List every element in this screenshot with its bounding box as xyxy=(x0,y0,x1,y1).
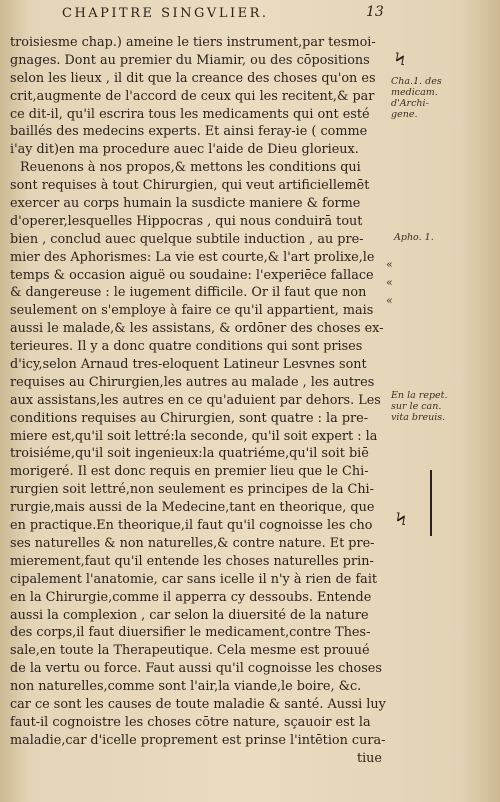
text-line: sont requises à tout Chirurgien, qui veut artificiellemēt xyxy=(10,178,370,194)
text-line: rurgie,mais aussi de la Medecine,tant en theorique, que xyxy=(10,500,375,516)
text-line: temps & occasion aiguë ou soudaine: l'experiēce fallace xyxy=(10,267,374,283)
margin-note-repetition: En la repet. sur le can. vita breuis. xyxy=(391,390,448,423)
text-line: en practique.En theorique,il faut qu'il cognoisse les cho xyxy=(10,518,373,534)
text-line: maladie,car d'icelle proprement est prinse l'intētion cura- xyxy=(10,732,386,748)
text-line: ses naturelles & non naturelles,& contre nature. Et pre- xyxy=(10,535,375,551)
text-line: conditions requises au Chirurgien, sont quatre : la pre- xyxy=(10,410,369,426)
text-line: aussi le malade,& les assistans, & ordōner des choses ex- xyxy=(10,321,384,337)
pilcrow-symbol-icon-2: Ϟ xyxy=(396,510,407,530)
text-line: ce dit-il, qu'il escrira tous les medicaments qui ont esté xyxy=(10,106,370,122)
text-line: des corps,il faut diuersifier le medicament,contre Thes- xyxy=(10,625,371,641)
text-line: mierement,faut qu'il entende les choses naturelles prin- xyxy=(10,553,374,569)
text-line: non naturelles,comme sont l'air,la viande,le boire, &c. xyxy=(10,679,362,695)
text-line: bien , conclud auec quelque subtile induction , au pre- xyxy=(10,231,364,247)
page-number: 13 xyxy=(366,4,384,20)
text-line: terieures. Il y a donc quatre conditions qui sont prises xyxy=(10,339,363,355)
text-line: aussi la complexion , car selon la diuersité de la nature xyxy=(10,607,369,623)
text-line: faut-il cognoistre les choses cōtre nature, sçauoir est la xyxy=(10,714,371,730)
text-line: requises au Chirurgien,les autres au malade , les autres xyxy=(10,374,375,390)
pilcrow-symbol-icon: Ϟ xyxy=(395,50,406,70)
text-line: mier des Aphorismes: La vie est courte,& l'art prolixe,le xyxy=(10,249,375,265)
margin-rule xyxy=(430,470,432,536)
text-line: Reuenons à nos propos,& mettons les conditions qui xyxy=(20,160,361,176)
text-line: d'operer,lesquelles Hippocras , qui nous conduirā tout xyxy=(10,213,363,229)
running-head: CHAPITRE SINGVLIER. xyxy=(62,6,269,21)
text-line: car ce sont les causes de toute maladie & santé. Aussi luy xyxy=(10,696,386,712)
text-line: miere est,qu'il soit lettré:la seconde, qu'il soit expert : la xyxy=(10,428,378,444)
text-line: selon les lieux , il dit que la creance des choses qu'on es xyxy=(10,70,376,86)
body-text xyxy=(10,34,388,768)
text-line: de la vertu ou force. Faut aussi qu'il cognoisse les choses xyxy=(10,661,382,677)
text-line: baillés des medecins experts. Et ainsi feray-ie ( comme xyxy=(10,124,368,140)
text-line: morigeré. Il est donc requis en premier lieu que le Chi- xyxy=(10,464,369,480)
text-line: tiue xyxy=(356,750,382,766)
text-line: crit,augmente de l'accord de ceux qui les recitent,& par xyxy=(10,88,375,104)
text-line: & dangereuse : le iugement difficile. Or il faut que non xyxy=(10,285,367,301)
text-line: exercer au corps humain la susdicte maniere & forme xyxy=(10,196,361,212)
text-line: sale,en toute la Therapeutique. Cela mesme est prouué xyxy=(10,643,370,659)
margin-note-archigene: Cha.1. des medicam. d'Archi- gene. xyxy=(391,76,442,120)
text-line: d'icy,selon Arnaud tres-eloquent Latineur Lesvnes sont xyxy=(10,357,367,373)
quote-marks: « « « xyxy=(386,258,393,307)
text-line: i'ay dit)en ma procedure auec l'aide de Dieu glorieux. xyxy=(10,142,359,158)
text-line: rurgien soit lettré,non seulement es principes de la Chi- xyxy=(10,482,374,498)
text-line: troisiéme,qu'il soit ingenieux:la quatriéme,qu'il soit biē xyxy=(10,446,369,462)
text-line: gnages. Dont au premier du Miamir, ou des cōpositions xyxy=(10,52,370,68)
text-line: en la Chirurgie,comme il apperra cy dessoubs. Entende xyxy=(10,589,372,605)
margin-note-aphorism: Apho. 1. xyxy=(394,232,434,243)
text-line: seulement on s'employe à faire ce qu'il appartient, mais xyxy=(10,303,374,319)
page-header xyxy=(0,6,500,28)
text-line: troisiesme chap.) ameine le tiers instrument,par tesmoi- xyxy=(10,35,376,50)
text-line: cipalement l'anatomie, car sans icelle il n'y à rien de fait xyxy=(10,571,378,587)
text-line: aux assistans,les autres en ce qu'aduient par dehors. Les xyxy=(10,392,381,408)
